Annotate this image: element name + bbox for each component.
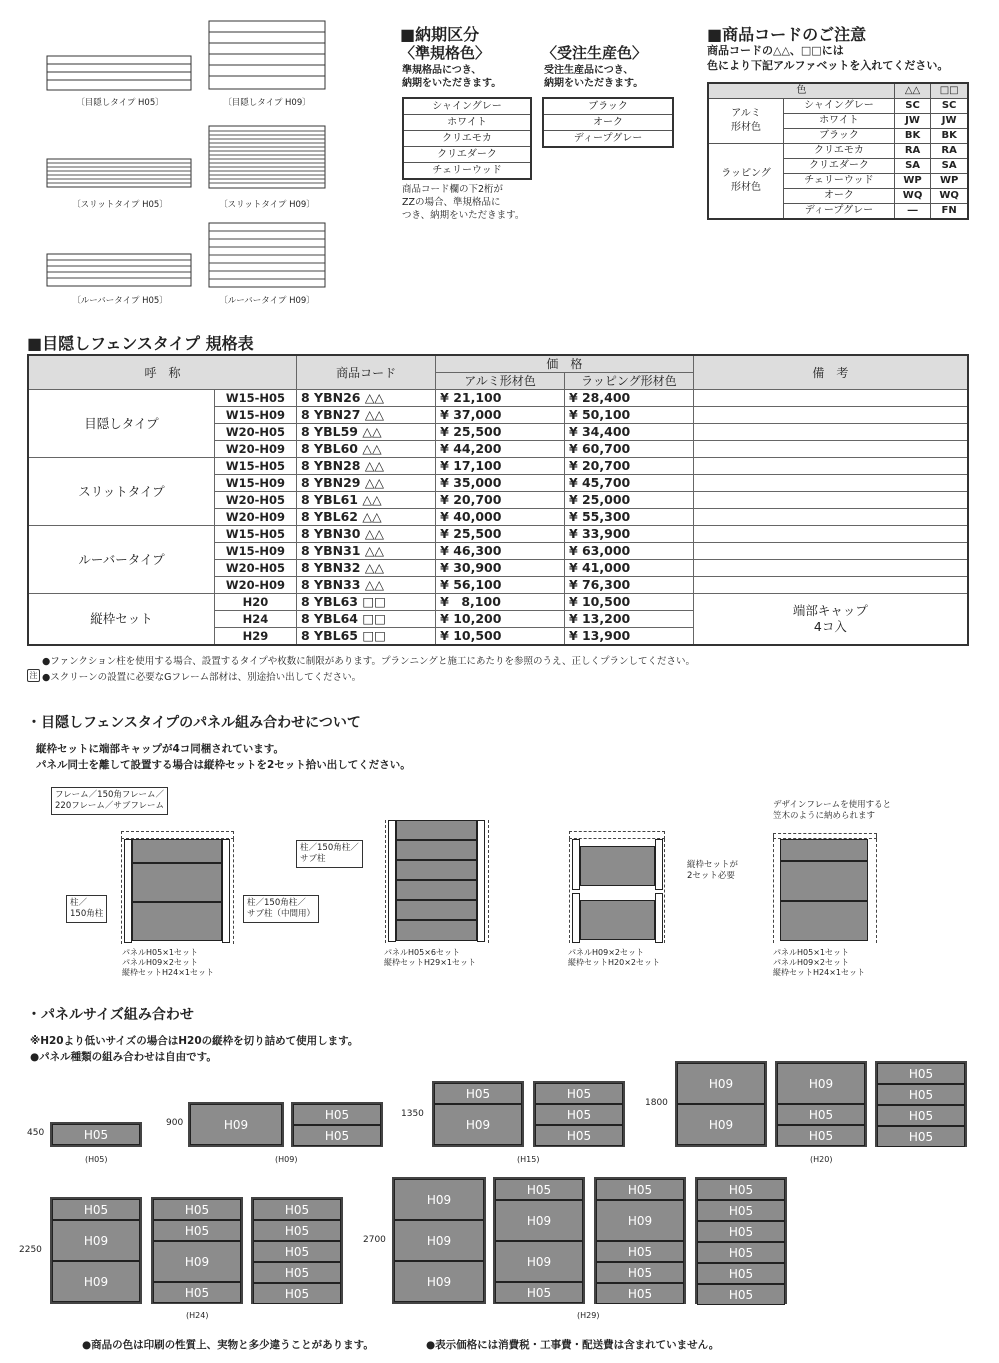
panel-h05: H05 bbox=[535, 1104, 623, 1125]
standard-color-item: クリエダーク bbox=[404, 147, 530, 163]
spec-note-cell bbox=[693, 407, 968, 424]
standard-color-item: クリエモカ bbox=[404, 131, 530, 147]
name-header: 呼 称 bbox=[28, 355, 296, 390]
panel-h05 bbox=[780, 839, 868, 861]
panel-h05 bbox=[396, 840, 477, 860]
spec-code: 8 YBN33 △△ bbox=[296, 577, 435, 594]
combo-title: ・目隠しフェンスタイプのパネル組み合わせについて bbox=[27, 715, 361, 731]
spec-code: 8 YBN30 △△ bbox=[296, 526, 435, 543]
sizes-note: ●パネル種類の組み合わせは自由です。 bbox=[30, 1051, 217, 1063]
standard-color-list bbox=[402, 97, 532, 180]
spec-note-cell bbox=[693, 577, 968, 594]
thumbnail-caption: 〔スリットタイプ H09〕 bbox=[219, 200, 315, 210]
spec-row bbox=[28, 458, 968, 475]
panel-h05: H05 bbox=[877, 1063, 965, 1084]
code-header: 商品コード bbox=[296, 355, 435, 390]
panel-h05: H05 bbox=[877, 1105, 965, 1126]
alumi-header: アルミ形材色 bbox=[436, 373, 565, 390]
spec-price-alumi: ¥ 56,100 bbox=[436, 577, 565, 594]
spec-price-wrap: ¥ 63,000 bbox=[564, 543, 693, 560]
color-code: FN bbox=[931, 204, 968, 220]
spec-price-alumi: ¥ 20,700 bbox=[436, 492, 565, 509]
standard-color-heading: 〈準規格色〉 bbox=[400, 44, 491, 62]
panel-h09: H09 bbox=[596, 1200, 684, 1241]
thumbnail-caption: 〔目隠しタイプ H05〕 bbox=[76, 98, 164, 108]
size-group-label: (H05) bbox=[85, 1155, 108, 1164]
spec-size: W15-H05 bbox=[214, 526, 296, 543]
color-code: WQ bbox=[931, 189, 968, 204]
panel-h05: H05 bbox=[153, 1220, 241, 1241]
spec-note-cell bbox=[693, 492, 968, 509]
panel-h05: H05 bbox=[253, 1220, 341, 1241]
diagram-caption: パネルH05×1セット パネルH09×2セット 縦枠セットH24×1セット bbox=[122, 948, 214, 977]
panel-h05: H05 bbox=[777, 1104, 865, 1125]
standard-color-item: チェリーウッド bbox=[432, 165, 502, 176]
size-group-label: (H29) bbox=[577, 1311, 600, 1320]
spec-note-cell bbox=[693, 526, 968, 543]
fence-thumbnail-blind-h05 bbox=[46, 55, 192, 91]
spec-price-wrap: ¥ 25,000 bbox=[564, 492, 693, 509]
panel-h09: H09 bbox=[495, 1241, 583, 1282]
panel-h05: H05 bbox=[253, 1262, 341, 1283]
spec-code: 8 YBL62 △△ bbox=[296, 509, 435, 526]
spec-price-alumi: ¥ 25,500 bbox=[436, 526, 565, 543]
post-outline bbox=[664, 839, 665, 943]
spec-size: W20-H09 bbox=[214, 509, 296, 526]
spec-price-wrap: ¥ 76,300 bbox=[564, 577, 693, 594]
color-code-table bbox=[707, 82, 969, 220]
thumbnail-caption: 〔スリットタイプ H05〕 bbox=[72, 200, 168, 210]
panel-h05: H05 bbox=[52, 1124, 140, 1145]
spec-code: 8 YBL60 △△ bbox=[296, 441, 435, 458]
spec-size: W15-H09 bbox=[214, 543, 296, 560]
color-name: ホワイト bbox=[784, 114, 895, 129]
standard-color-note: 商品コード欄の下2桁が ZZの場合、準規格品に つき、納期をいただきます。 bbox=[402, 184, 525, 221]
color-code: SA bbox=[931, 159, 968, 174]
color-group-name: アルミ 形材色 bbox=[708, 99, 784, 144]
sizes-title: ・パネルサイズ組み合わせ bbox=[27, 1007, 194, 1023]
panel-h09: H09 bbox=[153, 1241, 241, 1282]
standard-color-item: ホワイト bbox=[404, 115, 530, 131]
note-header: 備 考 bbox=[693, 355, 968, 390]
thumbnail-caption: 〔ルーバータイプ H05〕 bbox=[72, 296, 168, 306]
spec-price-wrap: ¥ 60,700 bbox=[564, 441, 693, 458]
post-left-callout: 柱／ 150角柱 bbox=[66, 895, 107, 923]
panel-h09 bbox=[580, 900, 655, 940]
top-frame bbox=[121, 831, 234, 839]
code1-header: △△ bbox=[894, 83, 930, 99]
vertical-frame bbox=[572, 839, 580, 890]
panel-h05: H05 bbox=[697, 1221, 785, 1242]
order-color-item: オーク bbox=[544, 115, 672, 131]
panel-h05: H05 bbox=[293, 1104, 381, 1125]
post-mid-callout: 柱／150角柱／ サブ柱（中間用） bbox=[243, 895, 319, 923]
spec-price-wrap: ¥ 33,900 bbox=[564, 526, 693, 543]
color-code: SC bbox=[931, 99, 968, 114]
spec-note-cell bbox=[693, 509, 968, 526]
wrap-header: ラッピング形材色 bbox=[564, 373, 693, 390]
color-name: ブラック bbox=[784, 129, 895, 144]
color-name: チェリーウッド bbox=[784, 174, 895, 189]
spec-price-wrap: ¥ 20,700 bbox=[564, 458, 693, 475]
spec-group-name: ルーバータイプ bbox=[28, 526, 214, 594]
standard-color-item: シャイングレー bbox=[404, 99, 530, 115]
size-group-label: (H24) bbox=[186, 1311, 209, 1320]
spec-price-alumi: ¥ 37,000 bbox=[436, 407, 565, 424]
color-code: SA bbox=[894, 159, 930, 174]
spec-size: H20 bbox=[214, 594, 296, 611]
vertical-frame bbox=[655, 839, 663, 890]
color-code: JW bbox=[931, 114, 968, 129]
dimension-label: 2700 bbox=[363, 1235, 386, 1245]
panel-h09: H09 bbox=[190, 1104, 282, 1145]
diagram-caption: パネルH05×6セット 縦枠セットH29×1セット bbox=[384, 948, 476, 967]
spec-price-alumi: ¥ 35,000 bbox=[436, 475, 565, 492]
order-color-item: ブラック bbox=[544, 99, 672, 115]
post-right-callout: 柱／150角柱／ サブ柱 bbox=[296, 840, 363, 868]
spec-note-cell bbox=[693, 458, 968, 475]
note-mark: 注 bbox=[27, 669, 40, 682]
spec-code: 8 YBL61 △△ bbox=[296, 492, 435, 509]
two-sets-note: 縦枠セットが 2セット必要 bbox=[687, 860, 739, 881]
spec-note-cell bbox=[693, 441, 968, 458]
post-outline bbox=[121, 839, 122, 944]
panel-h09: H09 bbox=[495, 1200, 583, 1241]
fence-thumbnail-slit-h09 bbox=[208, 125, 326, 189]
spec-size: W15-H05 bbox=[214, 390, 296, 407]
spec-size: W15-H05 bbox=[214, 458, 296, 475]
panel-h05 bbox=[132, 839, 222, 863]
code2-header: □□ bbox=[931, 83, 968, 99]
panel-h05: H05 bbox=[535, 1083, 623, 1104]
spec-code: 8 YBN31 △△ bbox=[296, 543, 435, 560]
panel-h05: H05 bbox=[535, 1125, 623, 1146]
price-header: 価 格 bbox=[436, 355, 694, 373]
spec-code: 8 YBL64 □□ bbox=[296, 611, 435, 628]
spec-note-cell bbox=[693, 390, 968, 407]
color-code: RA bbox=[931, 144, 968, 159]
panel-h05: H05 bbox=[596, 1262, 684, 1283]
spec-code: 8 YBL65 □□ bbox=[296, 628, 435, 646]
spec-price-alumi: ¥ 8,100 bbox=[436, 594, 565, 611]
spec-table bbox=[27, 354, 969, 646]
design-frame-note: デザインフレームを使用すると 笠木のように納められます bbox=[773, 800, 892, 821]
color-code: JW bbox=[894, 114, 930, 129]
panel-h09 bbox=[780, 861, 868, 901]
post-outline bbox=[876, 839, 877, 943]
spec-size: W20-H05 bbox=[214, 560, 296, 577]
spec-code: 8 YBN26 △△ bbox=[296, 390, 435, 407]
spec-price-wrap: ¥ 45,700 bbox=[564, 475, 693, 492]
spec-code: 8 YBN27 △△ bbox=[296, 407, 435, 424]
dimension-label: 900 bbox=[166, 1118, 184, 1128]
panel-h05: H05 bbox=[434, 1083, 522, 1104]
dimension-label: 450 bbox=[27, 1128, 45, 1138]
spec-size: H24 bbox=[214, 611, 296, 628]
spec-price-alumi: ¥ 40,000 bbox=[436, 509, 565, 526]
color-code: WP bbox=[894, 174, 930, 189]
spec-title: ■目隠しフェンスタイプ 規格表 bbox=[27, 334, 254, 353]
color-code: RA bbox=[894, 144, 930, 159]
order-color-list bbox=[542, 97, 674, 148]
spec-price-alumi: ¥ 25,500 bbox=[436, 424, 565, 441]
panel-h05: H05 bbox=[697, 1263, 785, 1284]
spec-group-name: 目隠しタイプ bbox=[28, 390, 214, 458]
panel-h09: H09 bbox=[434, 1104, 522, 1145]
code-notice-desc: 商品コードの△△、□□には 色により下記アルファベットを入れてください。 bbox=[707, 44, 949, 72]
spec-price-wrap: ¥ 13,900 bbox=[564, 628, 693, 646]
color-name: オーク bbox=[784, 189, 895, 204]
order-color-heading: 〈受注生産色〉 bbox=[542, 44, 648, 62]
panel-h09 bbox=[132, 902, 222, 941]
spec-size: W20-H09 bbox=[214, 441, 296, 458]
spec-price-alumi: ¥ 30,900 bbox=[436, 560, 565, 577]
panel-h05: H05 bbox=[153, 1282, 241, 1303]
color-code: ― bbox=[894, 204, 930, 220]
panel-h09: H09 bbox=[394, 1220, 484, 1261]
spec-price-alumi: ¥ 21,100 bbox=[436, 390, 565, 407]
spec-note-cell: 端部キャップ 4コ入 bbox=[693, 594, 968, 646]
spec-price-alumi: ¥ 17,100 bbox=[436, 458, 565, 475]
spec-price-wrap: ¥ 13,200 bbox=[564, 611, 693, 628]
spec-group-name: スリットタイプ bbox=[28, 458, 214, 526]
color-name: クリエダーク bbox=[784, 159, 895, 174]
size-group-label: (H09) bbox=[275, 1155, 298, 1164]
panel-h05: H05 bbox=[495, 1282, 583, 1303]
footer-note: ●商品の色は印刷の性質上、実物と多少違うことがあります。 bbox=[82, 1339, 374, 1351]
combo-desc: 縦枠セットに端部キャップが4コ同梱されています。 bbox=[36, 743, 284, 755]
panel-h05: H05 bbox=[697, 1200, 785, 1221]
spec-size: H29 bbox=[214, 628, 296, 646]
panel-h09: H09 bbox=[52, 1220, 140, 1261]
panel-h09: H09 bbox=[394, 1261, 484, 1302]
spec-size: W20-H05 bbox=[214, 424, 296, 441]
panel-h05: H05 bbox=[153, 1199, 241, 1220]
panel-h05: H05 bbox=[596, 1241, 684, 1262]
spec-size: W15-H09 bbox=[214, 475, 296, 492]
spec-price-wrap: ¥ 55,300 bbox=[564, 509, 693, 526]
spec-note-cell bbox=[693, 543, 968, 560]
vertical-frame bbox=[222, 839, 230, 943]
spec-code: 8 YBL63 □□ bbox=[296, 594, 435, 611]
color-code: SC bbox=[894, 99, 930, 114]
post-outline bbox=[233, 839, 234, 944]
panel-h09 bbox=[780, 901, 868, 941]
top-frame bbox=[569, 831, 665, 839]
spec-note-cell bbox=[693, 424, 968, 441]
spec-size: W20-H09 bbox=[214, 577, 296, 594]
order-color-desc: 受注生産品につき、 納期をいただきます。 bbox=[544, 65, 644, 89]
sizes-note: ※H20より低いサイズの場合はH20の縦枠を切り詰めて使用します。 bbox=[30, 1035, 359, 1047]
color-code: WP bbox=[931, 174, 968, 189]
footer-note: ●表示価格には消費税・工事費・配送費は含まれていません。 bbox=[426, 1339, 720, 1351]
color-header: 色 bbox=[708, 83, 894, 99]
code-notice-title: ■商品コードのご注意 bbox=[707, 25, 867, 44]
spec-note-cell bbox=[693, 475, 968, 492]
post-outline bbox=[385, 820, 386, 943]
panel-h05: H05 bbox=[877, 1126, 965, 1147]
post-outline bbox=[488, 820, 489, 943]
color-name: ディープグレー bbox=[784, 204, 895, 220]
panel-h05 bbox=[396, 920, 477, 941]
spec-price-wrap: ¥ 28,400 bbox=[564, 390, 693, 407]
panel-h05 bbox=[396, 820, 477, 840]
spec-group-name: 縦枠セット bbox=[28, 594, 214, 646]
panel-h05 bbox=[396, 900, 477, 920]
spec-note-cell bbox=[693, 560, 968, 577]
panel-h05: H05 bbox=[253, 1283, 341, 1304]
combo-desc: パネル同士を離して設置する場合は縦枠セットを2セット拾い出してください。 bbox=[36, 759, 411, 771]
spec-code: 8 YBN32 △△ bbox=[296, 560, 435, 577]
fence-thumbnail-louver-h05 bbox=[46, 253, 192, 287]
panel-h05: H05 bbox=[52, 1199, 140, 1220]
panel-h05: H05 bbox=[596, 1179, 684, 1200]
vertical-frame bbox=[655, 893, 663, 943]
vertical-frame bbox=[124, 839, 132, 943]
panel-h05: H05 bbox=[697, 1242, 785, 1263]
color-group-name: ラッピング 形材色 bbox=[708, 144, 784, 220]
frame-callout: フレーム／150角フレーム／ 220フレーム／サブフレーム bbox=[51, 787, 168, 815]
standard-color-desc: 準規格品につき、 納期をいただきます。 bbox=[402, 65, 502, 89]
size-group-label: (H20) bbox=[810, 1155, 833, 1164]
order-color-item: ディープグレー bbox=[573, 133, 643, 144]
panel-h05: H05 bbox=[253, 1241, 341, 1262]
spec-price-wrap: ¥ 41,000 bbox=[564, 560, 693, 577]
panel-h05: H05 bbox=[777, 1125, 865, 1146]
delivery-title: ■納期区分 bbox=[400, 25, 480, 44]
thumbnail-caption: 〔ルーバータイプ H09〕 bbox=[219, 296, 315, 306]
spec-note: ●スクリーンの設置に必要なGフレーム部材は、別途拾い出してください。 bbox=[42, 672, 362, 683]
panel-h09: H09 bbox=[777, 1063, 865, 1104]
post-outline bbox=[773, 839, 774, 943]
panel-h05: H05 bbox=[697, 1179, 785, 1200]
panel-h09: H09 bbox=[677, 1104, 765, 1145]
panel-h05: H05 bbox=[596, 1283, 684, 1304]
vertical-frame bbox=[388, 820, 396, 942]
spec-price-alumi: ¥ 10,200 bbox=[436, 611, 565, 628]
spec-note: ●ファンクション柱を使用する場合、設置するタイプや枚数に制限があります。プランニングと施工にあたりを参照のうえ、正しくプランしてください。 bbox=[42, 656, 696, 667]
spec-code: 8 YBL59 △△ bbox=[296, 424, 435, 441]
panel-h09 bbox=[580, 846, 655, 886]
thumbnail-caption: 〔目隠しタイプ H09〕 bbox=[223, 98, 311, 108]
panel-h05 bbox=[396, 860, 477, 880]
dimension-label: 2250 bbox=[19, 1245, 42, 1255]
spec-row bbox=[28, 526, 968, 543]
spec-size: W20-H05 bbox=[214, 492, 296, 509]
color-code: WQ bbox=[894, 189, 930, 204]
panel-h09: H09 bbox=[677, 1063, 765, 1104]
spec-code: 8 YBN29 △△ bbox=[296, 475, 435, 492]
panel-h09: H09 bbox=[394, 1179, 484, 1220]
dimension-label: 1800 bbox=[645, 1098, 668, 1108]
panel-h05: H05 bbox=[495, 1179, 583, 1200]
panel-h09: H09 bbox=[52, 1261, 140, 1302]
dimension-label: 1350 bbox=[401, 1109, 424, 1119]
panel-h05 bbox=[396, 880, 477, 900]
post-outline bbox=[569, 839, 570, 943]
color-code: BK bbox=[931, 129, 968, 144]
spec-price-alumi: ¥ 10,500 bbox=[436, 628, 565, 646]
diagram-caption: パネルH09×2セット 縦枠セットH20×2セット bbox=[568, 948, 660, 967]
spec-size: W15-H09 bbox=[214, 407, 296, 424]
vertical-frame bbox=[477, 820, 485, 942]
spec-price-wrap: ¥ 34,400 bbox=[564, 424, 693, 441]
spec-price-wrap: ¥ 10,500 bbox=[564, 594, 693, 611]
panel-h05: H05 bbox=[877, 1084, 965, 1105]
panel-h05: H05 bbox=[697, 1284, 785, 1305]
spec-price-alumi: ¥ 44,200 bbox=[436, 441, 565, 458]
color-code: BK bbox=[894, 129, 930, 144]
spec-price-wrap: ¥ 50,100 bbox=[564, 407, 693, 424]
color-name: クリエモカ bbox=[784, 144, 895, 159]
fence-thumbnail-blind-h09 bbox=[208, 20, 326, 90]
spec-code: 8 YBN28 △△ bbox=[296, 458, 435, 475]
panel-h05: H05 bbox=[293, 1125, 381, 1146]
spec-price-alumi: ¥ 46,300 bbox=[436, 543, 565, 560]
diagram-caption: パネルH05×1セット パネルH09×2セット 縦枠セットH24×1セット bbox=[773, 948, 865, 977]
color-name: シャイングレー bbox=[784, 99, 895, 114]
fence-thumbnail-slit-h05 bbox=[46, 158, 192, 188]
vertical-frame bbox=[572, 893, 580, 943]
size-group-label: (H15) bbox=[517, 1155, 540, 1164]
panel-h05: H05 bbox=[253, 1199, 341, 1220]
spec-row bbox=[28, 390, 968, 407]
fence-thumbnail-louver-h09 bbox=[208, 222, 326, 288]
panel-h09 bbox=[132, 863, 222, 902]
spec-row bbox=[28, 594, 968, 611]
